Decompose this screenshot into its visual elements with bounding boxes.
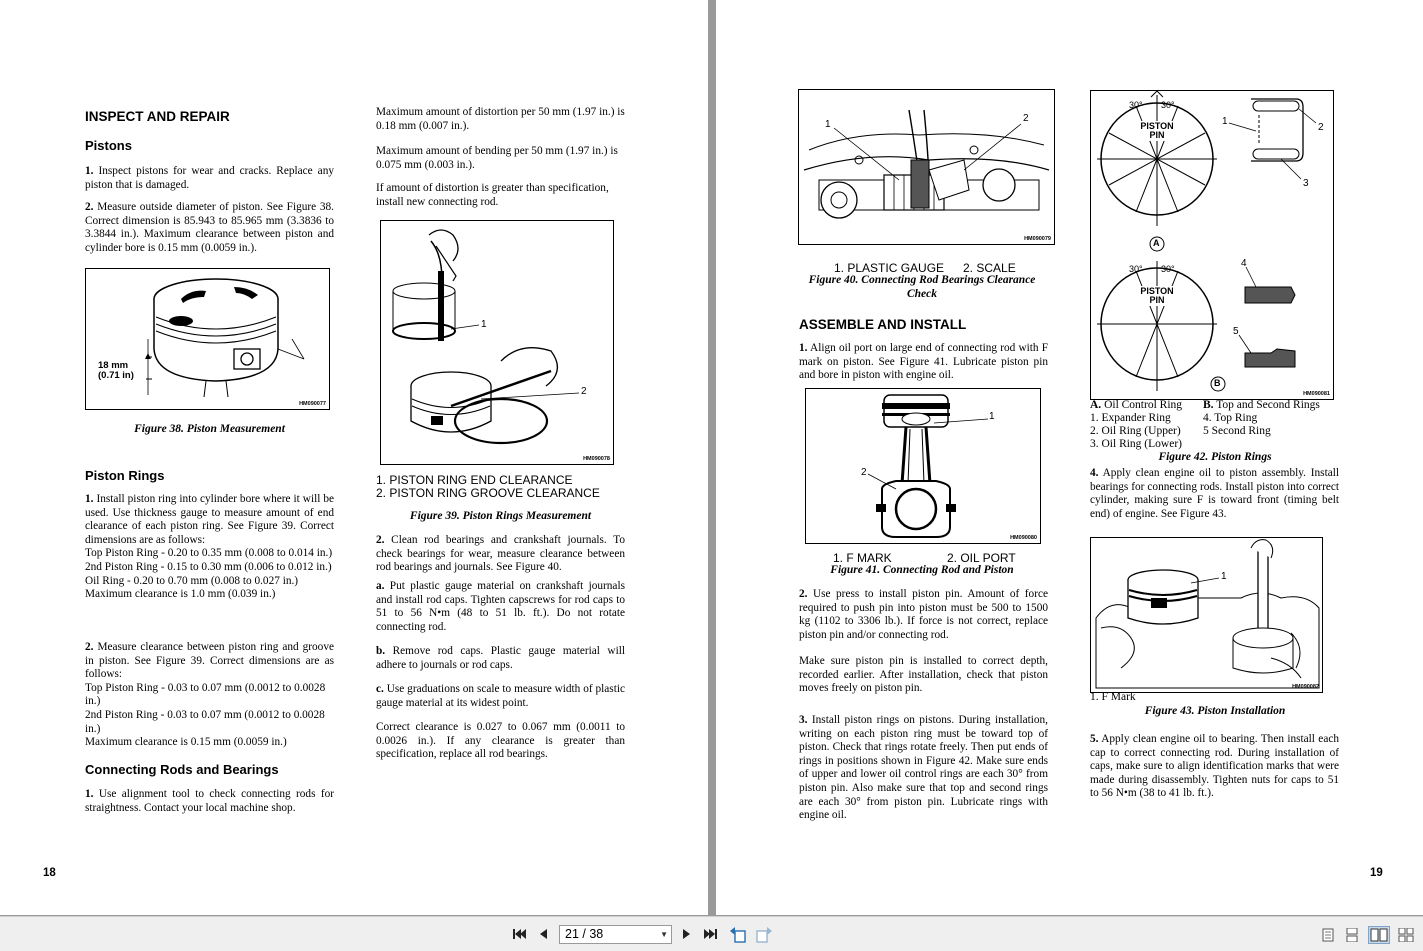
fig39-caption: Figure 39. Piston Rings Measurement <box>409 510 592 522</box>
fig42-piston-pin-top <box>1137 122 1177 140</box>
legend-4: 4. Top Ring <box>1203 412 1258 424</box>
pistons-step-2 <box>85 201 334 255</box>
pin-label: PIN <box>1149 295 1165 305</box>
fig42-callout-2: 2 <box>1318 122 1324 133</box>
spec-line: 2nd Piston Ring - 0.03 to 0.07 mm (0.0012 to 0.0028 in.) <box>85 708 325 735</box>
fig39-callout-2: 2 <box>581 386 587 397</box>
continuous-facing-icon <box>1398 928 1414 942</box>
assemble-step-3 <box>799 714 1048 823</box>
fig39-legend-1: 1. PISTON RING END CLEARANCE <box>376 473 573 487</box>
step-number: 5. <box>1090 733 1099 745</box>
spec-line: Maximum clearance is 0.15 mm (0.0059 in.) <box>85 736 287 749</box>
fig40-callout-2: 2 <box>1023 113 1029 124</box>
step-number: 4. <box>1090 467 1099 479</box>
pin-depth-note: Make sure piston pin is installed to correct depth, recorded earlier. After installation, check that piston moves freely on piston pin. <box>799 655 1048 695</box>
fig40-legend-2: 2. SCALE <box>963 261 1016 275</box>
page-number-select[interactable] <box>559 925 672 944</box>
legend-a: Oil Control Ring <box>1101 399 1183 411</box>
fig41-caption: Figure 41. Connecting Rod and Piston <box>830 564 1014 576</box>
step-number: 2. <box>376 534 385 546</box>
fig42-callout-3: 3 <box>1303 178 1309 189</box>
fig39-id: HM090078 <box>583 456 610 462</box>
legend-letter: B. <box>1203 399 1214 411</box>
single-page-icon <box>1321 928 1335 942</box>
fig38-dim-in: (0.71 in) <box>98 370 134 381</box>
step-text: Put plastic gauge material on crankshaft journals and install rod caps. Tighten capscrews for rod caps to 51 to 56 N•m (48 to 51 lb. ft.). Do not rotate connecting rod. <box>376 580 625 633</box>
pin-label: PISTON <box>1140 121 1174 131</box>
pin-label: PISTON <box>1140 286 1174 296</box>
fig38-id: HM090077 <box>299 401 326 407</box>
fig40-callout-1: 1 <box>825 119 831 130</box>
fig42-piston-pin-bottom <box>1137 287 1177 305</box>
step-text: Apply clean engine oil to bearing. Then install each cap to correct connecting rod. During installation of caps, make sure to align identification marks that were made during disassembly. Tighten nuts for caps to 51 to 56 N•m (38 to 41 lb. ft.). <box>1090 733 1339 800</box>
distortion-note: If amount of distortion is greater than specification, install new connecting rod. <box>376 182 609 208</box>
spec-line: Maximum clearance is 1.0 mm (0.039 in.) <box>85 588 276 601</box>
fig40-id: HM090079 <box>1024 236 1051 242</box>
step-text: Inspect pistons for wear and cracks. Replace any piston that is damaged. <box>85 165 334 191</box>
single-page-view-button[interactable] <box>1321 928 1335 942</box>
pin-label: PIN <box>1149 130 1165 140</box>
step-text: Align oil port on large end of connecting rod with F mark on piston. See Figure 41. Lubricate piston pin and bore in piston with engine oil. <box>799 342 1048 382</box>
first-page-button[interactable] <box>511 926 527 946</box>
step-text: Remove rod caps. Plastic gauge material will adhere to journals or rod caps. <box>376 645 625 671</box>
rods-step-2b <box>376 645 625 672</box>
step-text: Use alignment tool to check connecting rods for straightness. Contact your local machine shop. <box>85 788 334 814</box>
fig41-callout-2: 2 <box>861 467 867 478</box>
fig42-angle-bottom-left: 30° <box>1129 264 1143 274</box>
fig42-callout-4: 4 <box>1241 258 1247 269</box>
step-letter: c. <box>376 683 384 695</box>
bending-spec: Maximum amount of bending per 50 mm (1.97 in.) is 0.075 mm (0.003 in.). <box>376 145 618 171</box>
fig42-angle-top-left: 30° <box>1129 100 1143 110</box>
fig42-callout-1: 1 <box>1222 116 1228 127</box>
first-page-icon <box>511 926 527 942</box>
correct-clearance: Correct clearance is 0.027 to 0.067 mm (0.0011 to 0.0026 in.). If any clearance is greater than specification, replace all rod bearings. <box>376 721 625 761</box>
piston-installation-drawing <box>1091 538 1322 692</box>
fig42-callout-5: 5 <box>1233 326 1239 337</box>
figure-40-plastic-gauge <box>798 89 1055 245</box>
facing-pages-icon <box>1369 927 1389 943</box>
figure-41-connecting-rod <box>805 388 1041 544</box>
fig43-id: HM090082 <box>1292 684 1319 690</box>
ring-position-diagram <box>1091 91 1333 399</box>
assemble-step-1 <box>799 342 1048 383</box>
fig39-legend-2: 2. PISTON RING GROOVE CLEARANCE <box>376 485 600 500</box>
step-number: 3. <box>799 714 808 726</box>
step-number: 1. <box>85 493 94 505</box>
figure-43-piston-installation <box>1090 537 1323 693</box>
fig41-callout-1: 1 <box>989 411 995 422</box>
piston-rings-drawing <box>381 221 613 464</box>
fig40-caption: Figure 40. Connecting Rod Bearings Clearance Check <box>808 274 1036 300</box>
legend-b: Top and Second Rings <box>1213 399 1320 411</box>
step-text: Measure clearance between piston ring and groove in piston. See Figure 39. Correct dimensions are as follows: <box>85 641 334 681</box>
fig39-legend <box>376 474 600 499</box>
step-text: Use graduations on scale to measure width of plastic gauge material at its widest point. <box>376 683 625 709</box>
chevron-left-icon <box>536 926 550 942</box>
rods-step-2c <box>376 683 625 710</box>
fig41-id: HM090080 <box>1010 535 1037 541</box>
page-number-right: 19 <box>1370 867 1383 879</box>
page-indicator: 21 / 38 <box>565 927 604 941</box>
piston-rings-step-1 <box>85 493 334 602</box>
section-heading-assemble: ASSEMBLE AND INSTALL <box>799 317 967 332</box>
step-number: 1. <box>799 342 808 354</box>
subheading-connecting-rods: Connecting Rods and Bearings <box>85 762 279 777</box>
pistons-step-1 <box>85 165 334 192</box>
continuous-view-button[interactable] <box>1345 928 1359 942</box>
forward-view-icon <box>755 926 773 944</box>
page-number-left: 18 <box>43 867 56 879</box>
fig42-caption: Figure 42. Piston Rings <box>1158 451 1272 463</box>
back-view-icon <box>729 926 747 944</box>
continuous-facing-view-button[interactable] <box>1398 928 1412 942</box>
figure-42-piston-rings <box>1090 90 1334 400</box>
fig42-legend <box>1090 399 1340 451</box>
legend-letter: A. <box>1090 399 1102 411</box>
step-number: 2. <box>85 641 94 653</box>
figure-38-piston-measurement <box>85 268 330 410</box>
step-number: 2. <box>85 201 94 213</box>
step-text: Install piston ring into cylinder bore where it will be used. Use thickness gauge to measure amount of end clearance of each piston ring. See Figure 39. Correct dimensions are as follows: <box>85 493 334 546</box>
spec-line: Oil Ring - 0.20 to 0.70 mm (0.008 to 0.027 in.) <box>85 574 299 587</box>
piston-rings-step-2 <box>85 641 334 750</box>
step-text: Apply clean engine oil to piston assembly. Install bearings for connecting rods. Install piston into correct cylinder, making sure F is toward front (timing belt end) of engine. See Figure 43. <box>1090 467 1339 520</box>
step-text: Use press to install piston pin. Amount of force required to push pin into piston must be 500 to 1500 kg (1102 to 3306 lb.). If force is not correct, replace piston pin and/or connecting rod. <box>799 588 1048 641</box>
previous-page-button[interactable] <box>536 926 550 946</box>
spec-line: Top Piston Ring - 0.20 to 0.35 mm (0.008 to 0.014 in.) <box>85 547 333 560</box>
left-page <box>0 0 708 915</box>
step-number: 1. <box>85 165 94 177</box>
legend-1: 1. Expander Ring <box>1090 412 1171 424</box>
fig42-angle-top-right: 30° <box>1161 100 1175 110</box>
step-text: Measure outside diameter of piston. See Figure 38. Correct dimension is 85.943 to 85.965 mm (3.3836 to 3.3844 in.). Maximum clearance between piston and cylinder bore is 0.15 mm (0.0059 in.). <box>85 201 334 254</box>
step-text: Clean rod bearings and crankshaft journals. To check bearings for wear, measure clearance between rod bearings and journals. See Figure 40. <box>376 534 625 574</box>
next-page-button[interactable] <box>680 926 694 946</box>
step-letter: b. <box>376 645 386 657</box>
back-view-button[interactable] <box>729 926 747 948</box>
forward-view-button[interactable] <box>755 926 773 948</box>
fig42-id: HM090081 <box>1303 391 1330 397</box>
rods-step-1 <box>85 788 334 815</box>
fig38-dimension-label <box>98 361 134 381</box>
chevron-right-icon <box>680 926 694 942</box>
fig42-marker-a: A <box>1153 238 1160 248</box>
legend-5: 5 Second Ring <box>1203 425 1271 437</box>
fig42-marker-b: B <box>1214 378 1221 388</box>
fig41-legend-1: 1. F MARK <box>833 551 892 565</box>
legend-2: 2. Oil Ring (Upper) <box>1090 425 1181 437</box>
last-page-icon <box>703 926 719 942</box>
assemble-step-4 <box>1090 467 1339 521</box>
fig43-caption: Figure 43. Piston Installation <box>1144 705 1286 717</box>
subheading-piston-rings: Piston Rings <box>85 468 165 483</box>
legend-3: 3. Oil Ring (Lower) <box>1090 438 1182 450</box>
rods-step-2 <box>376 534 625 575</box>
distortion-spec: Maximum amount of distortion per 50 mm (1.97 in.) is 0.18 mm (0.007 in.). <box>376 106 625 132</box>
subheading-pistons: Pistons <box>85 138 132 153</box>
figure-39-piston-rings-measurement <box>380 220 614 465</box>
fig39-callout-1: 1 <box>481 319 487 330</box>
fig42-angle-bottom-right: 30° <box>1161 264 1175 274</box>
section-heading-inspect: INSPECT AND REPAIR <box>85 109 230 124</box>
assemble-step-2 <box>799 588 1048 642</box>
rods-step-2a <box>376 580 625 634</box>
spec-line: 2nd Piston Ring - 0.15 to 0.30 mm (0.006 to 0.012 in.) <box>85 560 332 573</box>
step-letter: a. <box>376 580 385 592</box>
step-number: 2. <box>799 588 808 600</box>
connecting-rod-drawing <box>806 389 1040 543</box>
step-text: Install piston rings on pistons. During installation, writing on each piston ring must be toward top of piston. Check that rings rotate freely. Then put ends of rings in positions shown in Figure 42. Make sure ends of upper and lower oil control rings are each 30° from piston pin. Also make sure that top and second rings are each 30° from piston pin. Lubricate rings with engine oil. <box>799 714 1048 822</box>
last-page-button[interactable] <box>703 926 719 946</box>
step-number: 1. <box>85 788 94 800</box>
facing-view-button[interactable] <box>1368 926 1390 944</box>
continuous-page-icon <box>1345 928 1359 942</box>
fig40-legend-1: 1. PLASTIC GAUGE <box>834 261 945 275</box>
fig38-dim-mm: 18 mm <box>98 360 129 371</box>
fig43-callout-1: 1 <box>1221 571 1227 582</box>
fig43-legend: 1. F Mark <box>1090 691 1136 703</box>
piston-drawing <box>86 269 329 409</box>
crankshaft-drawing <box>799 90 1054 244</box>
spec-line: Top Piston Ring - 0.03 to 0.07 mm (0.0012 to 0.0028 in.) <box>85 681 326 708</box>
right-page <box>716 0 1423 915</box>
fig41-legend-2: 2. OIL PORT <box>947 551 1016 565</box>
assemble-step-5 <box>1090 733 1339 801</box>
fig38-caption: Figure 38. Piston Measurement <box>134 423 285 435</box>
chevron-down-icon: ▼ <box>660 930 668 939</box>
